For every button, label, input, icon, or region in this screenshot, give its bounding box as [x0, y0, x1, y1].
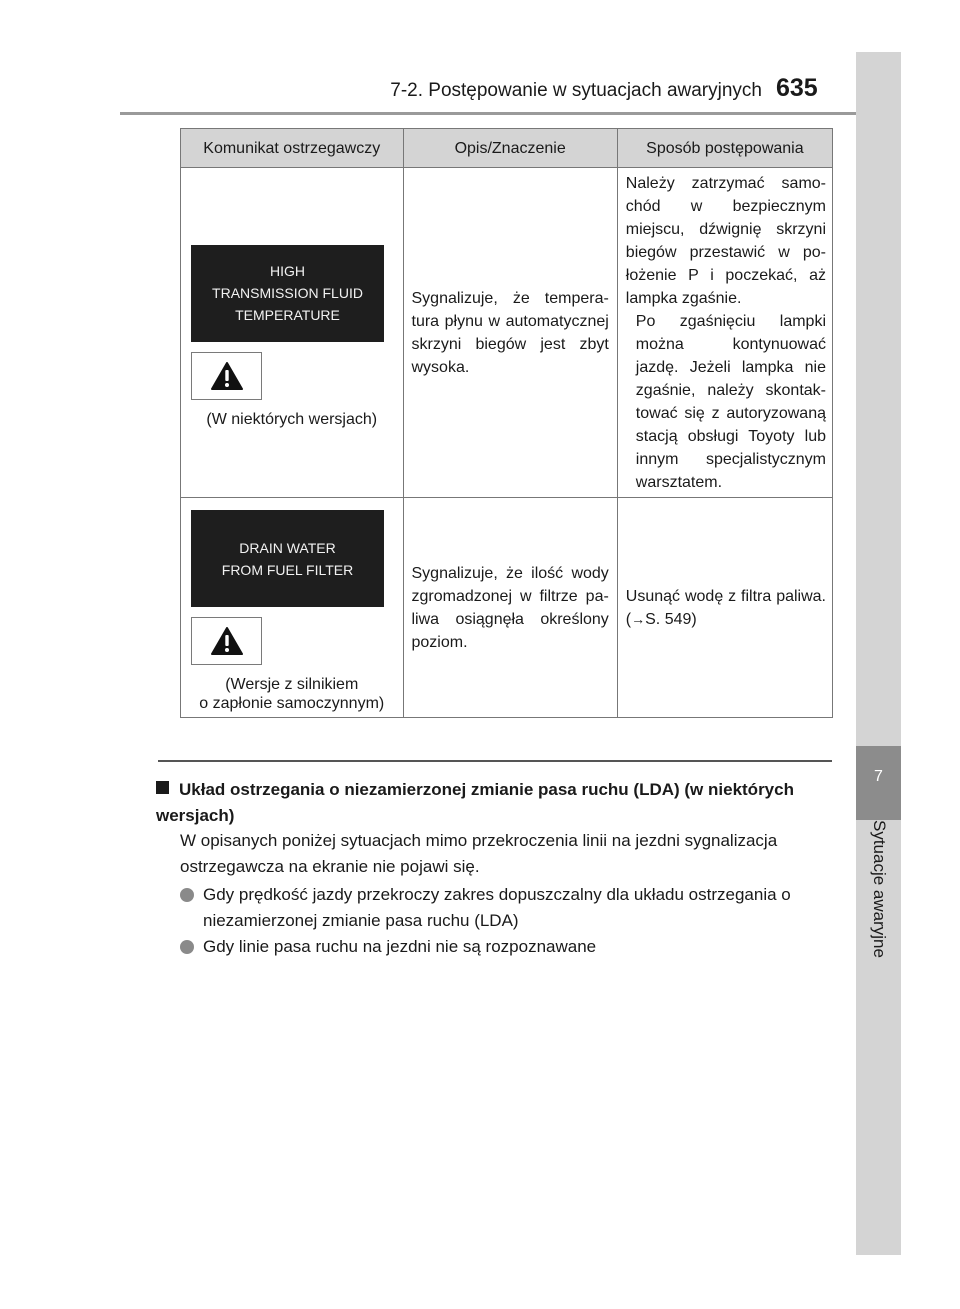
arrow-right-icon: →	[631, 610, 646, 627]
description-cell: Sygnalizuje, że ilość wody zgromadzonej w filtrze paliwa osiągnęła określony poziom.	[403, 498, 617, 718]
list-item	[180, 882, 832, 934]
bullet-dot-icon	[180, 940, 194, 954]
message-cell	[181, 498, 404, 718]
dashboard-message-display	[191, 510, 384, 607]
warning-messages-table	[180, 128, 833, 718]
page-number: 635	[776, 74, 818, 102]
chapter-side-tab	[856, 52, 901, 1255]
list-item-text: Gdy linie pasa ruchu na jezdni nie są rozpoznawane	[203, 937, 597, 956]
table-header-row	[181, 129, 833, 168]
page-reference: S. 549)	[645, 610, 697, 628]
chapter-label	[844, 820, 914, 990]
list-item-text: Gdy prędkość jazdy przekroczy zakres dopuszczalny dla układu ostrzegania o niezamierzonej zmianie pasa ruchu (LDA)	[203, 885, 791, 930]
header-divider	[120, 112, 856, 115]
action-cell	[617, 168, 832, 498]
dashboard-message-display	[191, 245, 384, 342]
display-text: HIGH TRANSMISSION FLUID TEMPERATURE	[212, 263, 363, 323]
version-note	[181, 675, 403, 713]
display-text: DRAIN WATER FROM FUEL FILTER	[221, 539, 354, 578]
warning-triangle-icon	[191, 617, 262, 665]
header-action: Sposób postępowania	[617, 129, 832, 168]
table-row	[181, 498, 833, 718]
header-description: Opis/Znaczenie	[403, 129, 617, 168]
version-note: (W niektórych wersjach)	[206, 410, 378, 428]
action-cell	[617, 498, 832, 718]
warning-triangle-icon	[191, 352, 262, 400]
action-main-text: Należy zatrzymać samochód w bezpiecznym miejscu, dźwignię skrzyni biegów przestawić w położenie P i poczekać, aż lampka zgaśnie.	[625, 174, 826, 307]
bullet-dot-icon	[180, 888, 194, 902]
chapter-number: 7	[874, 768, 883, 785]
description-cell: Sygnalizuje, że temperatura płynu w automatycznej skrzyni biegów jest zbyt wysoka.	[403, 168, 617, 498]
action-sub-text: Po zgaśnięciu lampki można kontynuować jazdę. Jeżeli lampka nie zgaśnie, należy skontaktować się z autoryzowaną stacją obsługi Toyoty lub innym specjalistycznym warsztatem.	[635, 312, 826, 491]
section-divider	[158, 760, 832, 762]
version-note-line1: (Wersje z silnikiem	[225, 676, 359, 693]
table-row	[181, 168, 833, 498]
chapter-label-text: Sytuacje awaryjne	[870, 820, 889, 958]
version-note-line2: o zapłonie samoczynnym)	[199, 695, 385, 712]
section-title: 7-2. Postępowanie w sytuacjach awaryjnych	[390, 80, 762, 101]
header-warning-message: Komunikat ostrzegawczy	[181, 129, 404, 168]
list-item	[180, 934, 832, 960]
section-body-text: W opisanych poniżej sytuacjach mimo przekroczenia linii na jezdni sygnalizacja ostrzegawcza na ekranie nie pojawi się.	[180, 831, 778, 876]
square-bullet-icon	[156, 781, 169, 794]
message-cell	[181, 168, 404, 498]
section-heading	[156, 777, 832, 829]
action-main-text: Usunąć wodę z filtra paliwa. (	[625, 587, 826, 628]
section-heading-text: Układ ostrzegania o niezamierzonej zmianie pasa ruchu (LDA) (w niektórych wersjach)	[156, 780, 794, 825]
